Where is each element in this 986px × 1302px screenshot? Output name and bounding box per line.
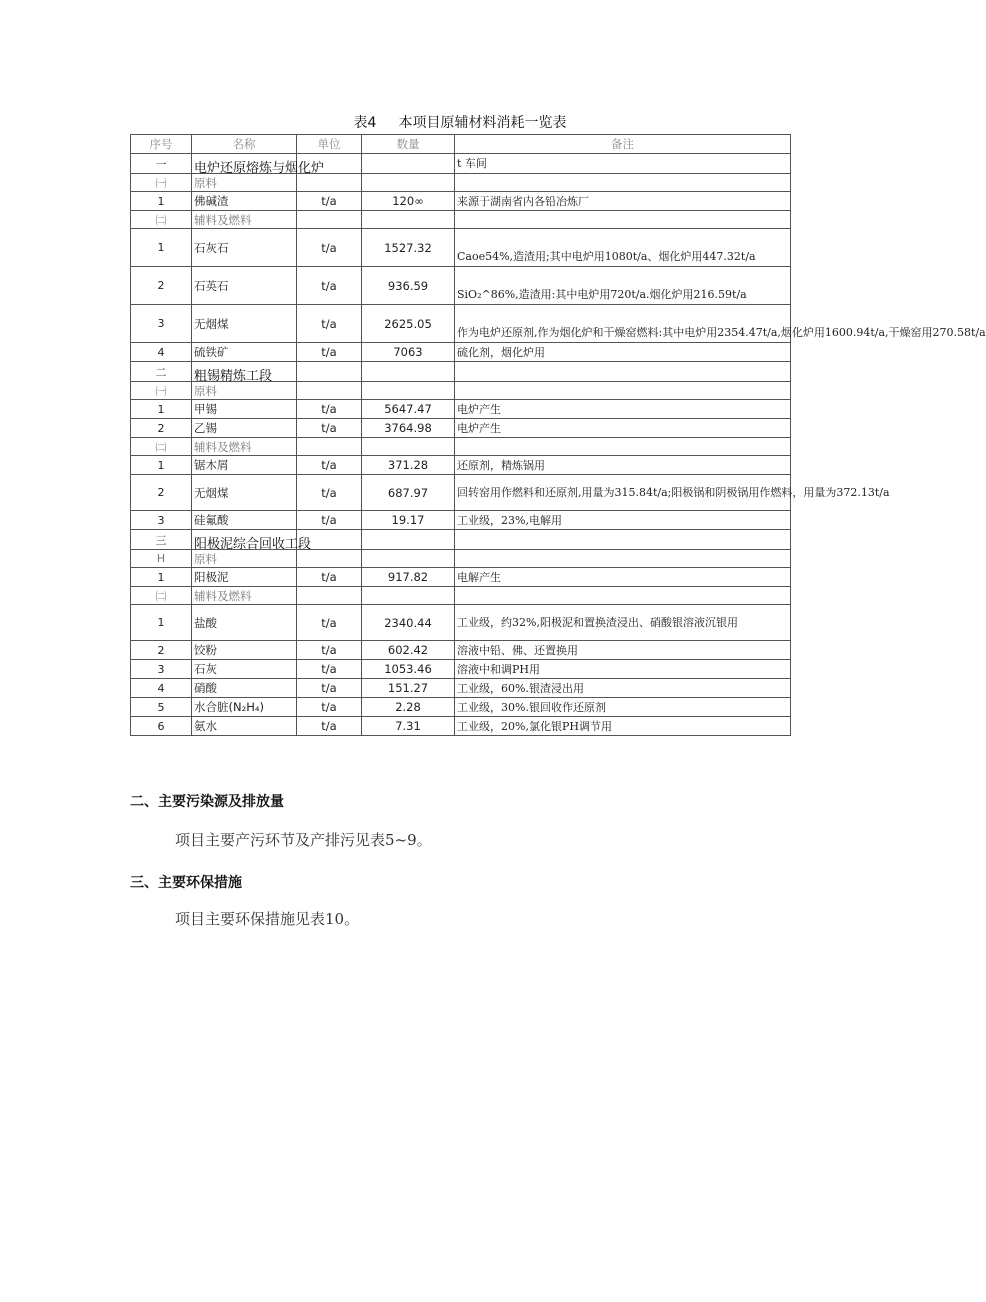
row-unit: t/a bbox=[297, 568, 362, 587]
table-row bbox=[131, 641, 791, 660]
row-name: 锯木屑 bbox=[192, 456, 297, 475]
row-note bbox=[455, 174, 791, 192]
row-quantity: 936.59 bbox=[362, 267, 455, 305]
header-name: 名称 bbox=[192, 135, 297, 154]
header-idx: 序号 bbox=[131, 135, 192, 154]
row-index: 1 bbox=[131, 605, 192, 641]
table-row bbox=[131, 192, 791, 211]
row-unit bbox=[297, 550, 362, 568]
table-row bbox=[131, 267, 791, 305]
row-note: 电炉产生 bbox=[455, 400, 791, 419]
row-index: 1 bbox=[131, 192, 192, 211]
subsection-row bbox=[131, 382, 791, 400]
row-index: 2 bbox=[131, 641, 192, 660]
subsection-row bbox=[131, 587, 791, 605]
row-name: 甲锡 bbox=[192, 400, 297, 419]
row-quantity: 917.82 bbox=[362, 568, 455, 587]
section-title: 粗锡精炼工段 bbox=[194, 369, 273, 384]
table-row bbox=[131, 660, 791, 679]
row-quantity: 120∞ bbox=[362, 192, 455, 211]
row-name: 原料 bbox=[192, 550, 297, 568]
row-index: 1 bbox=[131, 568, 192, 587]
row-quantity bbox=[362, 362, 455, 382]
row-name bbox=[192, 530, 312, 552]
row-quantity: 1527.32 bbox=[362, 229, 455, 267]
row-name: 原料 bbox=[192, 382, 297, 400]
row-name: 氨水 bbox=[192, 717, 297, 736]
table-number: 表4 bbox=[353, 115, 377, 131]
table-row bbox=[131, 698, 791, 717]
row-unit: t/a bbox=[297, 267, 362, 305]
row-note: 工业级，30%.银回收作还原剂 bbox=[455, 698, 791, 717]
row-index: ㈡ bbox=[131, 211, 192, 229]
row-quantity bbox=[362, 587, 455, 605]
row-name: 硫铁矿 bbox=[192, 343, 297, 362]
row-name: 无烟煤 bbox=[192, 305, 297, 343]
row-note bbox=[455, 587, 791, 605]
subsection-row bbox=[131, 211, 791, 229]
row-name: 水合脏(N₂H₄) bbox=[192, 698, 297, 717]
section-heading-pollution: 二、主要污染源及排放量 bbox=[130, 794, 284, 810]
row-unit: t/a bbox=[297, 419, 362, 438]
table-row bbox=[131, 475, 791, 511]
row-name: 饺粉 bbox=[192, 641, 297, 660]
row-name bbox=[192, 362, 297, 382]
row-quantity: 687.97 bbox=[362, 475, 455, 511]
row-unit: t/a bbox=[297, 192, 362, 211]
row-note: 硫化剂，烟化炉用 bbox=[455, 343, 791, 362]
row-quantity: 7063 bbox=[362, 343, 455, 362]
table-header-row bbox=[131, 135, 791, 154]
row-unit: t/a bbox=[297, 229, 362, 267]
row-unit bbox=[297, 382, 362, 400]
row-note: t 车间 bbox=[455, 154, 791, 174]
table-row bbox=[131, 679, 791, 698]
row-name: 硝酸 bbox=[192, 679, 297, 698]
row-quantity: 2340.44 bbox=[362, 605, 455, 641]
row-name: 阳极泥 bbox=[192, 568, 297, 587]
row-unit: t/a bbox=[297, 456, 362, 475]
row-name: 石英石 bbox=[192, 267, 297, 305]
row-note bbox=[455, 211, 791, 229]
subsection-row bbox=[131, 174, 791, 192]
row-index: 一 bbox=[131, 154, 192, 174]
row-index: 1 bbox=[131, 400, 192, 419]
row-note: 还原剂，精炼锅用 bbox=[455, 456, 791, 475]
row-unit: t/a bbox=[297, 660, 362, 679]
row-index: 3 bbox=[131, 660, 192, 679]
row-name: 石灰石 bbox=[192, 229, 297, 267]
row-quantity: 19.17 bbox=[362, 511, 455, 530]
row-unit: t/a bbox=[297, 343, 362, 362]
table-row bbox=[131, 605, 791, 641]
table-body bbox=[131, 154, 986, 736]
row-unit: t/a bbox=[297, 475, 362, 511]
row-unit: t/a bbox=[297, 605, 362, 641]
row-unit: t/a bbox=[297, 717, 362, 736]
row-index: 3 bbox=[131, 305, 192, 343]
row-quantity: 5647.47 bbox=[362, 400, 455, 419]
section-row bbox=[131, 530, 791, 550]
row-note: SiO₂^86%,造渣用:其中电炉用720t/a.烟化炉用216.59t/a bbox=[455, 267, 791, 305]
row-note: 工业级，60%.银渣浸出用 bbox=[455, 679, 791, 698]
row-quantity: 1053.46 bbox=[362, 660, 455, 679]
row-quantity bbox=[362, 438, 455, 456]
table-caption bbox=[130, 112, 790, 132]
row-index: ㈠ bbox=[131, 382, 192, 400]
row-quantity: 151.27 bbox=[362, 679, 455, 698]
section-title: 电炉还原熔炼与烟化炉 bbox=[194, 161, 325, 176]
header-note: 备注 bbox=[455, 135, 791, 154]
row-quantity bbox=[362, 530, 455, 550]
table-title: 本项目原辅材料消耗一览表 bbox=[398, 115, 567, 131]
row-index: ㈡ bbox=[131, 438, 192, 456]
row-unit bbox=[297, 362, 362, 382]
row-index: 4 bbox=[131, 343, 192, 362]
row-note bbox=[455, 362, 791, 382]
table-row bbox=[131, 400, 791, 419]
row-name: 原料 bbox=[192, 174, 297, 192]
row-index: 二 bbox=[131, 362, 192, 382]
row-note bbox=[455, 438, 791, 456]
row-name bbox=[192, 154, 325, 176]
row-note: 电解产生 bbox=[455, 568, 791, 587]
row-name: 硅氟酸 bbox=[192, 511, 297, 530]
row-name: 盐酸 bbox=[192, 605, 297, 641]
row-quantity bbox=[362, 382, 455, 400]
row-quantity bbox=[362, 211, 455, 229]
row-note: 工业级，20%,氯化银PH调节用 bbox=[455, 717, 791, 736]
row-note: 来源于湖南省内各铅冶炼厂 bbox=[455, 192, 791, 211]
row-name: 辅料及燃料 bbox=[192, 438, 297, 456]
subsection-row bbox=[131, 550, 791, 568]
row-name: 辅料及燃料 bbox=[192, 587, 297, 605]
row-unit bbox=[297, 174, 362, 192]
table-row bbox=[131, 229, 791, 267]
row-quantity: 2.28 bbox=[362, 698, 455, 717]
row-index: 三 bbox=[131, 530, 192, 550]
row-index: 2 bbox=[131, 419, 192, 438]
row-index: H bbox=[131, 550, 192, 568]
row-name: 乙锡 bbox=[192, 419, 297, 438]
header-unit: 单位 bbox=[297, 135, 362, 154]
pollution-paragraph: 项目主要产污环节及产排污见表5~9。 bbox=[175, 831, 432, 849]
row-note: 作为电炉还原剂,作为烟化炉和干燥窑燃料:其中电炉用2354.47t/a,烟化炉用1600.94t/a,干燥窑用270.58t/a bbox=[455, 305, 791, 343]
row-quantity bbox=[362, 550, 455, 568]
row-note: 工业级，约32%,阳极泥和置换渣浸出、硝酸银溶液沉银用 bbox=[455, 605, 791, 641]
table-row bbox=[131, 456, 791, 475]
row-index: ㈠ bbox=[131, 174, 192, 192]
row-name: 佛碱渣 bbox=[192, 192, 297, 211]
table-row bbox=[131, 419, 791, 438]
row-note bbox=[455, 382, 791, 400]
row-note: 溶液中和调PH用 bbox=[455, 660, 791, 679]
row-note: Caoe54%,造渣用;其中电炉用1080t/a、烟化炉用447.32t/a bbox=[455, 229, 791, 267]
row-quantity: 602.42 bbox=[362, 641, 455, 660]
materials-table bbox=[130, 134, 986, 736]
row-name: 无烟煤 bbox=[192, 475, 297, 511]
row-note: 工业级，23%,电解用 bbox=[455, 511, 791, 530]
section-row bbox=[131, 154, 791, 174]
measures-paragraph: 项目主要环保措施见表10。 bbox=[175, 910, 360, 928]
table-row bbox=[131, 343, 791, 362]
row-index: 3 bbox=[131, 511, 192, 530]
row-index: 5 bbox=[131, 698, 192, 717]
row-unit bbox=[297, 587, 362, 605]
row-quantity: 2625.05 bbox=[362, 305, 455, 343]
row-note: 溶液中铅、佛、还置换用 bbox=[455, 641, 791, 660]
row-quantity bbox=[362, 174, 455, 192]
row-unit: t/a bbox=[297, 698, 362, 717]
table-row bbox=[131, 511, 791, 530]
table-row bbox=[131, 568, 791, 587]
row-index: 6 bbox=[131, 717, 192, 736]
row-unit: t/a bbox=[297, 641, 362, 660]
row-quantity: 7.31 bbox=[362, 717, 455, 736]
row-name: 石灰 bbox=[192, 660, 297, 679]
row-unit bbox=[297, 211, 362, 229]
section-title: 阳极泥综合回收工段 bbox=[194, 537, 312, 552]
row-index: 1 bbox=[131, 229, 192, 267]
row-note bbox=[455, 530, 791, 550]
row-unit: t/a bbox=[297, 679, 362, 698]
table-row bbox=[131, 305, 791, 343]
row-quantity bbox=[362, 154, 455, 174]
row-note bbox=[455, 550, 791, 568]
row-index: 2 bbox=[131, 475, 192, 511]
row-index: 4 bbox=[131, 679, 192, 698]
row-index: 1 bbox=[131, 456, 192, 475]
row-quantity: 3764.98 bbox=[362, 419, 455, 438]
row-index: 2 bbox=[131, 267, 192, 305]
header-qty: 数量 bbox=[362, 135, 455, 154]
row-quantity: 371.28 bbox=[362, 456, 455, 475]
row-index: ㈡ bbox=[131, 587, 192, 605]
row-unit bbox=[297, 438, 362, 456]
section-heading-measures: 三、主要环保措施 bbox=[130, 875, 242, 891]
row-note: 回转窑用作燃料和还原剂,用量为315.84t/a;阳极锅和阴极锅用作燃料，用量为372.13t/a bbox=[455, 475, 791, 511]
row-unit: t/a bbox=[297, 400, 362, 419]
row-name: 辅料及燃料 bbox=[192, 211, 297, 229]
row-unit: t/a bbox=[297, 511, 362, 530]
subsection-row bbox=[131, 438, 791, 456]
table-row bbox=[131, 717, 791, 736]
section-row bbox=[131, 362, 791, 382]
row-unit: t/a bbox=[297, 305, 362, 343]
row-note: 电炉产生 bbox=[455, 419, 791, 438]
